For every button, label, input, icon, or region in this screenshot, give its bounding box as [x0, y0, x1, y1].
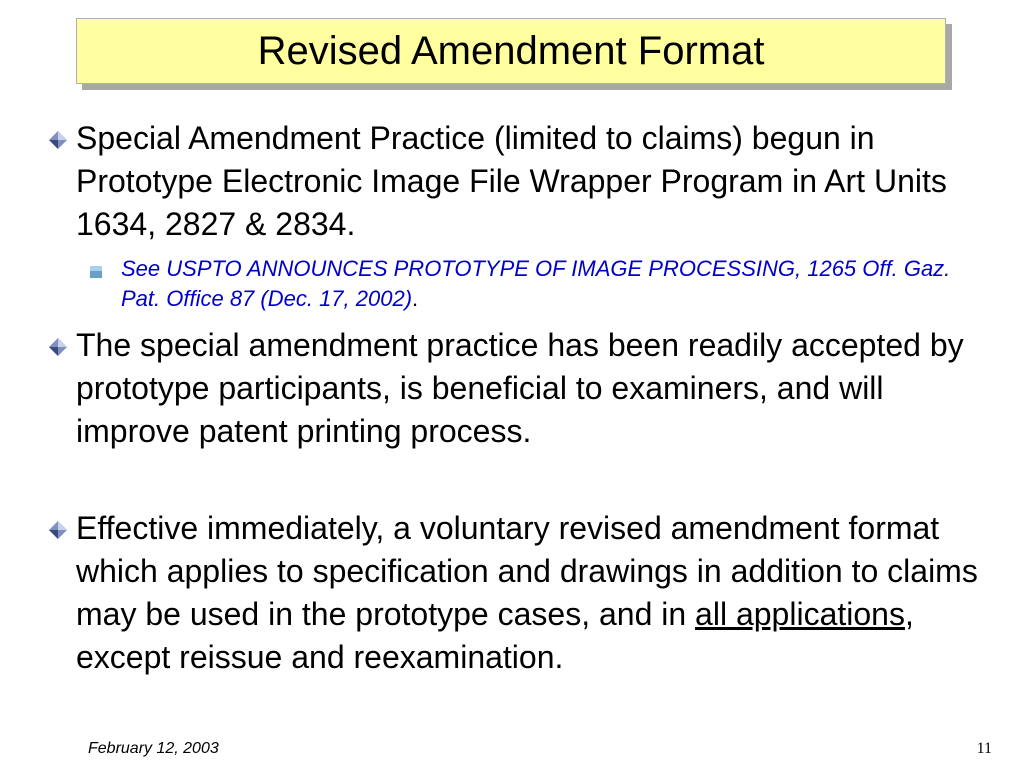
bullet-item	[48, 507, 978, 679]
bullet-item	[48, 117, 978, 246]
bullet-text-start: Effective immediately, a voluntary revised amendment format which applies to specification and drawings in addition to claims may be used in the prototype cases, and in	[76, 510, 978, 632]
square-bullet-icon	[90, 266, 102, 278]
slide-title: Revised Amendment Format	[257, 28, 765, 73]
diamond-bullet-icon	[48, 130, 68, 150]
diamond-bullet-icon	[48, 520, 68, 540]
page-number: 11	[976, 740, 992, 757]
citation-period: .	[412, 286, 419, 311]
citation-text: See USPTO ANNOUNCES PROTOTYPE OF IMAGE PROCESSING, 1265 Off. Gaz. Pat. Office 87 (Dec. 17, 2002)	[121, 256, 951, 311]
sub-bullet-text	[121, 254, 970, 314]
bullet-text	[76, 507, 978, 679]
sub-bullet-item	[90, 254, 970, 314]
bullet-text: The special amendment practice has been readily accepted by prototype participants, is beneficial to examiners, and will improve patent printing process.	[76, 327, 964, 449]
footer-date: February 12, 2003	[88, 740, 219, 757]
diamond-bullet-icon	[48, 337, 68, 357]
bullet-text: Special Amendment Practice (limited to claims) begun in Prototype Electronic Image File Wrapper Program in Art Units 1634, 2827 & 2834.	[76, 120, 947, 242]
bullet-text-end: , except reissue and reexamination.	[76, 596, 914, 675]
underlined-phrase: all applications	[695, 596, 905, 632]
bullet-item	[48, 324, 978, 453]
